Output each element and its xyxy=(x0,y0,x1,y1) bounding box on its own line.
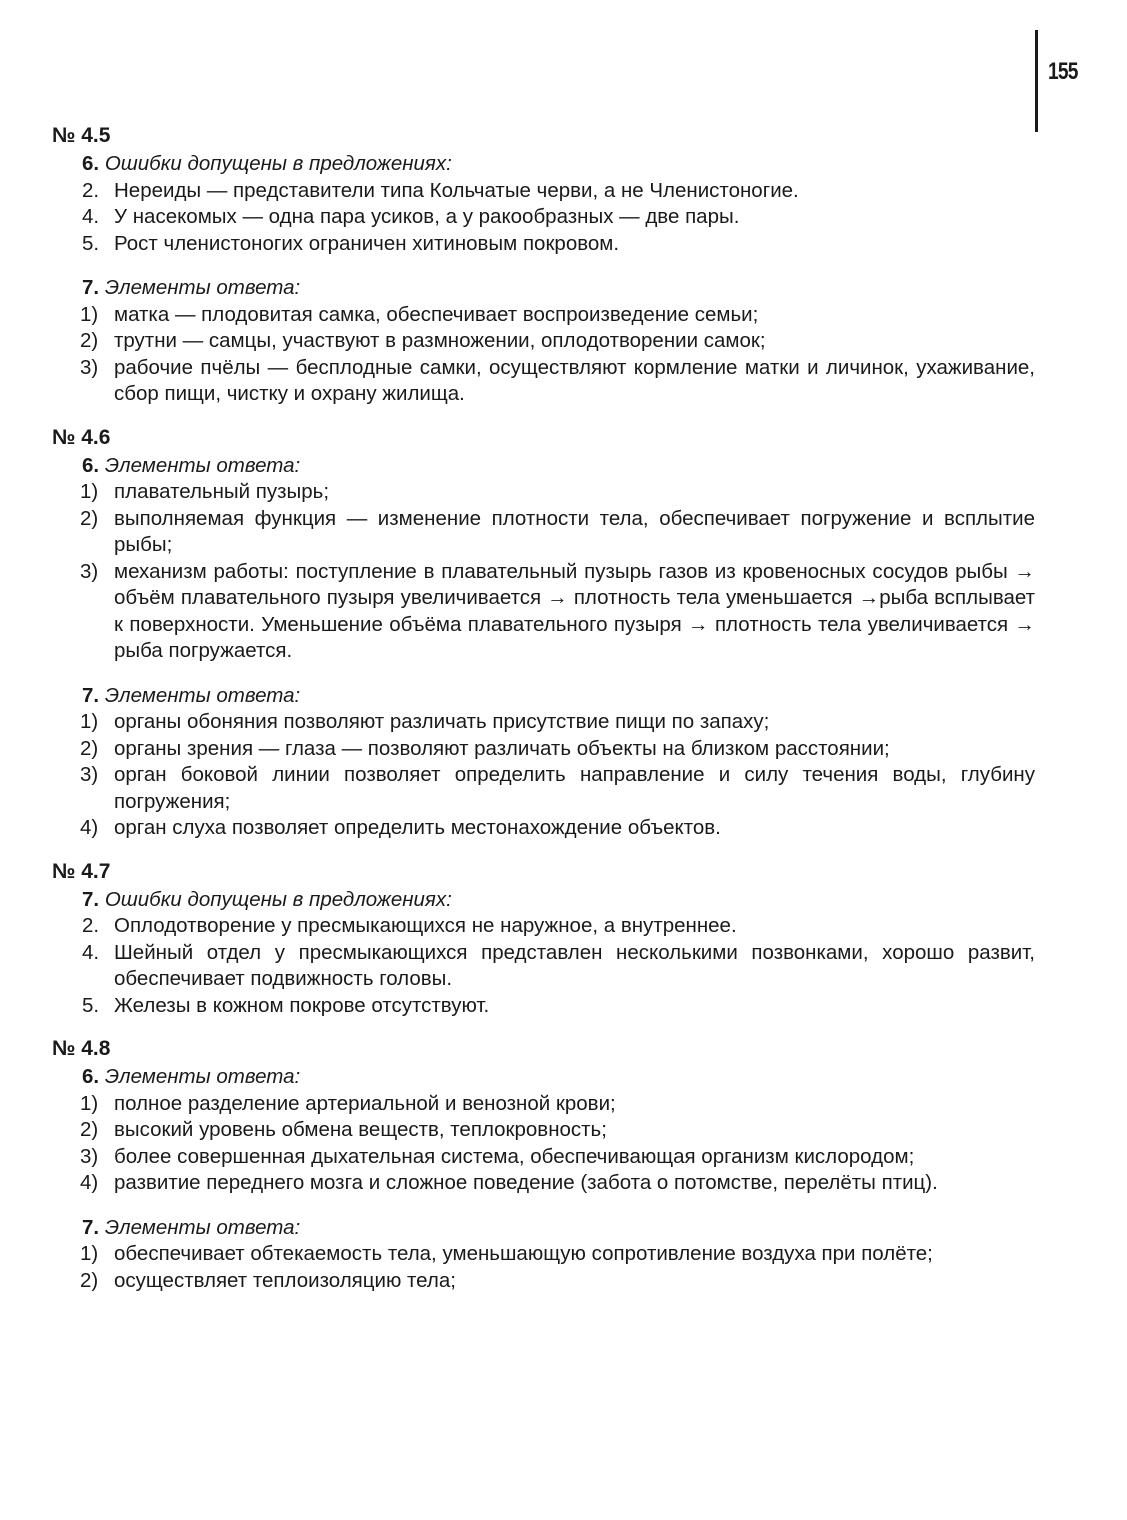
block-number: 7. xyxy=(82,887,100,911)
list-item-text: трутни — самцы, участвуют в размножении, оплодотворении самок; xyxy=(114,329,766,352)
list-item-marker: 1) xyxy=(80,480,99,503)
list-item-text: рабочие пчёлы — бесплодные самки, осуществляют кормление матки и личинок, ухаживание, сбор пищи, чистку и охрану жилища. xyxy=(114,355,1035,405)
block-label: Элементы ответа: xyxy=(104,1065,301,1088)
answer-list xyxy=(52,178,1037,258)
task-heading: № 4.5 xyxy=(52,124,111,147)
block-title xyxy=(52,1215,1037,1242)
list-item xyxy=(52,1091,1037,1118)
list-item-marker: 4. xyxy=(82,205,100,228)
block-number: 6. xyxy=(82,1065,100,1088)
list-item-text: орган боковой линии позволяет определить направление и силу течения воды, глубину погружения; xyxy=(114,763,1035,813)
answer-block xyxy=(52,887,1037,1020)
list-item-marker: 2) xyxy=(80,736,99,760)
list-item-marker: 1) xyxy=(80,710,99,733)
answer-block xyxy=(52,1215,1037,1295)
task-heading: № 4.6 xyxy=(52,425,111,449)
page-number: 155 xyxy=(1048,58,1078,85)
list-item-marker: 2) xyxy=(80,1118,99,1141)
list-item-marker: 2. xyxy=(82,914,100,937)
block-number: 6. xyxy=(82,453,100,477)
list-item-text: более совершенная дыхательная система, обеспечивающая организм кислородом; xyxy=(114,1144,915,1168)
list-item xyxy=(52,913,1037,940)
page-number-rule xyxy=(1035,30,1038,132)
block-title xyxy=(52,453,1037,480)
answer-block xyxy=(52,683,1037,842)
list-item-marker: 5. xyxy=(82,993,100,1017)
list-item-text: Нереиды — представители типа Кольчатые черви, а не Членистоногие. xyxy=(114,178,799,202)
list-item-marker: 1) xyxy=(80,302,99,326)
answer-list xyxy=(52,1241,1037,1294)
list-item xyxy=(52,815,1037,842)
block-number: 6. xyxy=(82,152,100,175)
answer-block xyxy=(52,453,1037,665)
list-item-text: плавательный пузырь; xyxy=(114,480,330,503)
list-item-text: высокий уровень обмена веществ, теплокровность; xyxy=(114,1118,607,1141)
list-item-marker: 3) xyxy=(80,763,99,786)
list-item xyxy=(52,1117,1037,1144)
answer-list xyxy=(52,479,1037,665)
list-item xyxy=(52,1241,1037,1268)
list-item-marker: 1) xyxy=(80,1091,99,1115)
list-item-text: Рост членистоногих ограничен хитиновым покровом. xyxy=(114,231,620,255)
answer-list xyxy=(52,1091,1037,1197)
list-item-text: орган слуха позволяет определить местонахождение объектов. xyxy=(114,816,721,839)
list-item-text: механизм работы: поступление в плавательный пузырь газов из кровеносных сосудов рыбы → объём плавательного пузыря увеличивается → плотность тела уменьшается →рыба всплывает к поверхности. Уменьшение объёма плавательного пузыря → плотность тела увеличивается → рыба погружается. xyxy=(114,559,1035,662)
list-item-text: У насекомых — одна пара усиков, а у ракообразных — две пары. xyxy=(114,205,740,228)
block-title xyxy=(52,683,1037,710)
list-item xyxy=(52,506,1037,559)
block-label: Ошибки допущены в предложениях: xyxy=(104,152,452,175)
block-label: Элементы ответа: xyxy=(104,276,301,299)
task-heading: № 4.7 xyxy=(52,859,111,883)
list-item xyxy=(52,709,1037,736)
list-item xyxy=(52,328,1037,355)
list-item xyxy=(52,736,1037,763)
list-item xyxy=(52,993,1037,1020)
list-item-text: Шейный отдел у пресмыкающихся представлен несколькими позвонками, хорошо развит, обеспечивает подвижность головы. xyxy=(114,940,1035,990)
answer-list xyxy=(52,913,1037,1019)
list-item xyxy=(52,559,1037,665)
answer-block xyxy=(52,275,1037,408)
answer-block xyxy=(52,1064,1037,1197)
answer-list xyxy=(52,302,1037,408)
task-section xyxy=(52,1035,1037,1294)
list-item xyxy=(52,231,1037,258)
list-item xyxy=(52,204,1037,231)
list-item-marker: 5. xyxy=(82,231,100,255)
list-item-marker: 2) xyxy=(80,506,99,530)
list-item-marker: 3) xyxy=(80,355,99,379)
block-title xyxy=(52,275,1037,302)
list-item xyxy=(52,178,1037,205)
list-item-text: развитие переднего мозга и сложное поведение (забота о потомстве, перелёты птиц). xyxy=(114,1171,938,1194)
list-item-marker: 4) xyxy=(80,816,99,839)
list-item xyxy=(52,940,1037,993)
list-item-marker: 4) xyxy=(80,1171,99,1194)
list-item-text: органы обоняния позволяют различать присутствие пищи по запаху; xyxy=(114,710,770,733)
answer-list xyxy=(52,709,1037,842)
block-number: 7. xyxy=(82,1215,100,1239)
list-item xyxy=(52,762,1037,815)
task-section xyxy=(52,858,1037,1020)
answers-content xyxy=(52,122,1037,1310)
list-item-text: органы зрения — глаза — позволяют различать объекты на близком расстоянии; xyxy=(114,736,890,760)
list-item xyxy=(52,479,1037,506)
list-item-marker: 2. xyxy=(82,178,100,202)
block-number: 7. xyxy=(82,276,100,299)
list-item-marker: 1) xyxy=(80,1242,99,1265)
list-item-text: осуществляет теплоизоляцию тела; xyxy=(114,1268,456,1292)
task-section xyxy=(52,424,1037,842)
list-item xyxy=(52,1268,1037,1295)
list-item-text: Оплодотворение у пресмыкающихся не наружное, а внутреннее. xyxy=(114,914,737,937)
list-item-marker: 2) xyxy=(80,329,99,352)
block-title xyxy=(52,1064,1037,1091)
task-section xyxy=(52,122,1037,408)
block-label: Элементы ответа: xyxy=(104,1215,301,1239)
list-item-marker: 4. xyxy=(82,940,100,964)
list-item-text: выполняемая функция — изменение плотности тела, обеспечивает погружение и всплытие рыбы; xyxy=(114,506,1035,556)
list-item xyxy=(52,1170,1037,1197)
list-item xyxy=(52,355,1037,408)
block-title xyxy=(52,887,1037,914)
block-title xyxy=(52,151,1037,178)
block-label: Элементы ответа: xyxy=(104,453,301,477)
list-item-marker: 3) xyxy=(80,1144,99,1168)
task-heading: № 4.8 xyxy=(52,1037,111,1060)
list-item-text: полное разделение артериальной и венозной крови; xyxy=(114,1091,616,1115)
list-item-marker: 2) xyxy=(80,1268,99,1292)
list-item-text: Железы в кожном покрове отсутствуют. xyxy=(114,993,490,1017)
list-item-text: обеспечивает обтекаемость тела, уменьшающую сопротивление воздуха при полёте; xyxy=(114,1242,933,1265)
block-label: Элементы ответа: xyxy=(104,683,301,707)
list-item-marker: 3) xyxy=(80,559,99,583)
list-item xyxy=(52,302,1037,329)
list-item-text: матка — плодовитая самка, обеспечивает воспроизведение семьи; xyxy=(114,302,759,326)
block-label: Ошибки допущены в предложениях: xyxy=(104,887,452,911)
list-item xyxy=(52,1144,1037,1171)
block-number: 7. xyxy=(82,683,100,707)
answer-block xyxy=(52,151,1037,257)
